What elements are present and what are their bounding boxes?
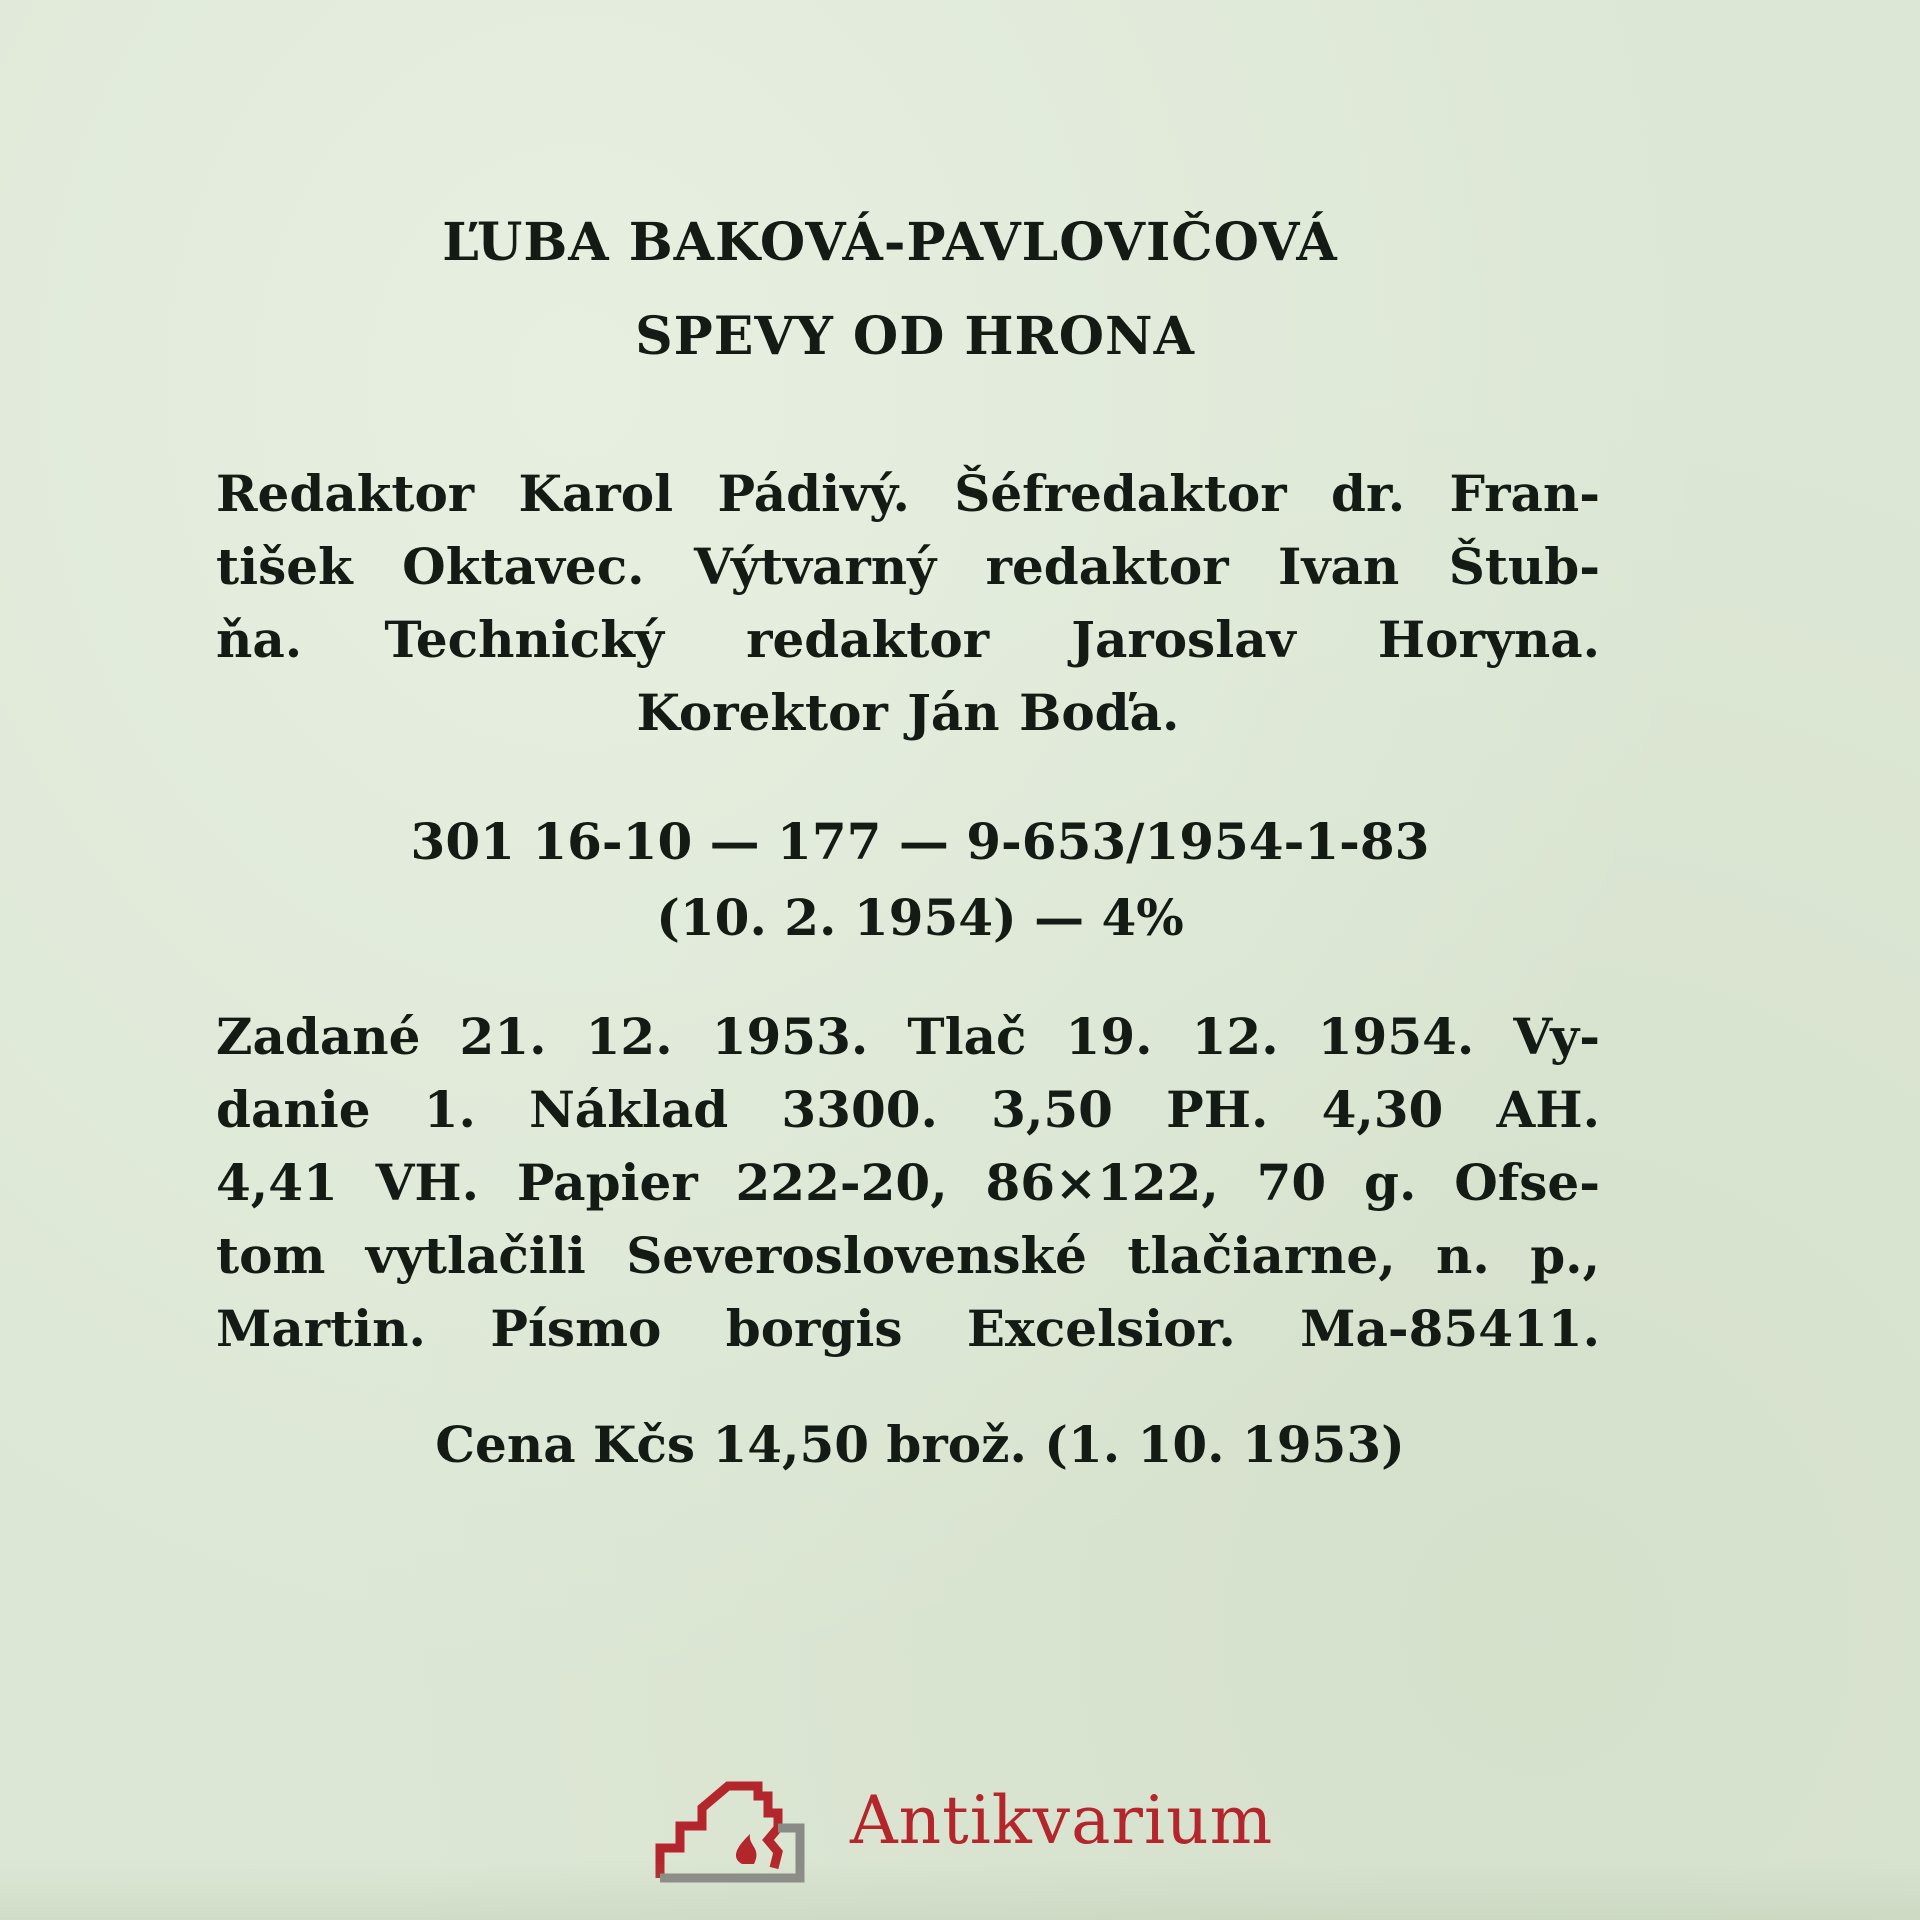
credits-paragraph (216, 457, 1600, 749)
codes-line-2: (10. 2. 1954) — 4% (656, 888, 1184, 947)
page-edge-shadow (0, 1860, 1920, 1920)
price-line: Cena Kčs 14,50 brož. (1. 10. 1953) (435, 1415, 1405, 1474)
credits-line: Korektor Ján Boďa. (636, 683, 1180, 742)
book-title: SPEVY OD HRONA (635, 306, 1195, 367)
print-info-paragraph (216, 1000, 1600, 1365)
antikvarium-logo-text: Antikvarium (850, 1782, 1274, 1859)
credits-line: Redaktor Karol Pádivý. Šéfredaktor dr. Fran- (216, 464, 1600, 523)
credits-line: ňa. Technický redaktor Jaroslav Horyna. (216, 610, 1600, 669)
print-info-line: tom vytlačili Severoslovenské tlačiarne, n. p., (216, 1226, 1600, 1285)
print-info-line: Martin. Písmo borgis Excelsior. Ma-85411. (216, 1299, 1600, 1358)
print-info-line: 4,41 VH. Papier 222-20, 86×122, 70 g. Ofse- (216, 1153, 1600, 1212)
codes-line-1: 301 16-10 — 177 — 9-653/1954-1-83 (410, 812, 1430, 871)
credits-line: tišek Oktavec. Výtvarný redaktor Ivan Štub- (216, 537, 1600, 596)
print-info-line: danie 1. Náklad 3300. 3,50 PH. 4,30 AH. (216, 1080, 1600, 1139)
publication-codes (0, 804, 1840, 956)
print-info-line: Zadané 21. 12. 1953. Tlač 19. 12. 1954. Vy- (216, 1007, 1600, 1066)
author-name: ĽUBA BAKOVÁ-PAVLOVIČOVÁ (442, 212, 1338, 273)
